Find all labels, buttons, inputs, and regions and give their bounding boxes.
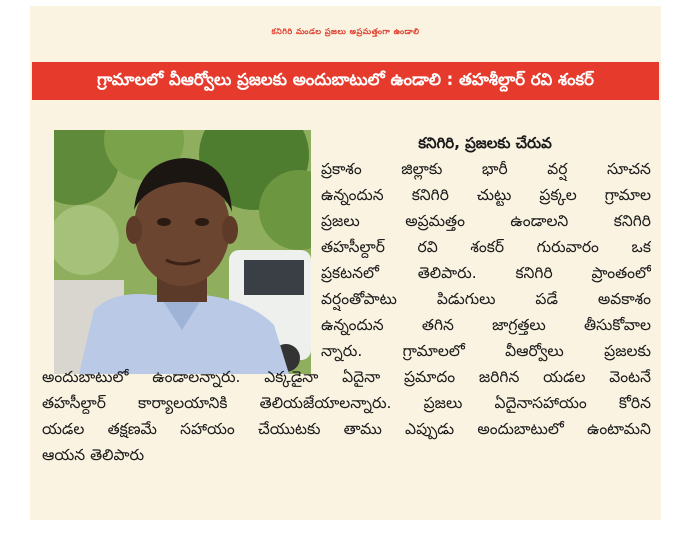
body-line: అందుబాటులో ఉండాలన్నారు. ఎక్కడైనా ఏదైనా ప్రమాదం జరిగిన యడల వెంటనే [42,368,651,386]
body-line: న్నారు. గ్రామాలలో వీఆర్వోలు ప్రజలకు [321,342,651,360]
body-line: ప్రకాశం జిల్లాకు భారీ వర్ష సూచన [321,160,651,178]
body-line: వర్షంతోపాటు పిడుగులు పడే అవకాశం [321,290,651,308]
body-line: తహసీల్దార్ కార్యాలయానికి తెలియజేయాలన్నారు. ప్రజలు ఏదైనాసహాయం కోరిన [42,394,651,412]
body-line: ఉన్నందున కనిగిరి చుట్టు ప్రక్కల గ్రామాల [321,186,651,204]
subheadline-banner [32,62,659,100]
body-line: ఉన్నందున తగిన జాగ్రత్తలు తీసుకోవాల [321,316,651,334]
body-line: ప్రకటనలో తెలిపారు. కనిగిరి ప్రాంతంలో [321,264,651,282]
body-line: యడల తక్షణమే సహాయం చేయుటకు తాము ఎప్పుడు అందుబాటులో ఉంటామని [42,420,651,438]
subheadline: గ్రామాలలో వీఆర్వోలు ప్రజలకు అందుబాటులో ఉండాలి : తహశీల్దార్ రవి శంకర్ [97,69,594,89]
body-line: ఆయన తెలిపారు [42,446,145,464]
body-line: తహసీల్దార్ రవి శంకర్ గురువారం ఒక [321,238,651,256]
news-clipping [30,6,661,520]
headline: కనిగిరి మండల ప్రజలు అప్రమత్తంగా ఉండాలి [271,26,420,36]
dateline: కనిగిరి, ప్రజలకు చేరువ [418,134,552,152]
tahsildar-photo [54,130,311,374]
body-line: ప్రజలు అప్రమత్తం ఉండాలని కనిగిరి [321,212,651,230]
